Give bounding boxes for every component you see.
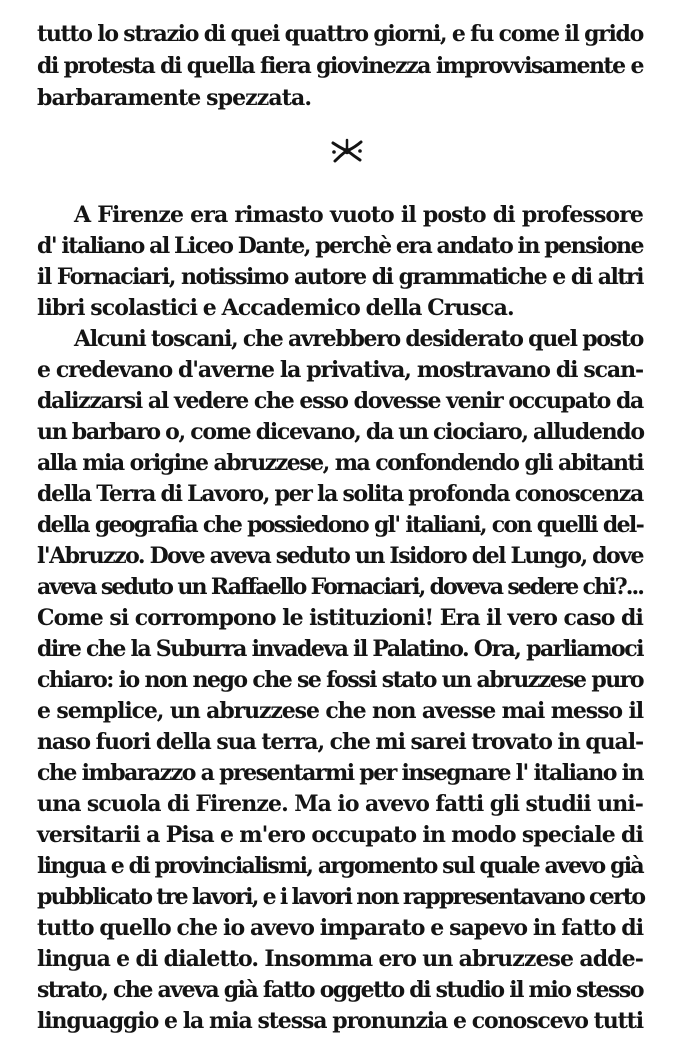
text-line: linguaggio e la mia stessa pronunzia e conoscevo tutti [37, 1008, 643, 1034]
text-line: che imbarazzo a presentarmi per insegnare l' italiano in [37, 760, 643, 786]
text-line: il Fornaciari, notissimo autore di grammatiche e di altri [37, 264, 643, 290]
text-line: l'Abruzzo. Dove aveva seduto un Isidoro del Lungo, dove [37, 543, 643, 569]
text-line: alla mia origine abruzzese, ma confondendo gli abitanti [37, 450, 643, 476]
text-line: una scuola di Firenze. Ma io avevo fatti gli studii uni- [37, 791, 643, 817]
text-line: e credevano d'averne la privativa, mostravano di scan- [37, 357, 643, 383]
text-line: naso fuori della sua terra, che mi sarei trovato in qual- [37, 729, 643, 755]
text-line: un barbaro o, come dicevano, da un ciociaro, alludendo [37, 419, 644, 445]
text-line: pubblicato tre lavori, e i lavori non rappresentavano certo [37, 884, 645, 910]
text-line: strato, che aveva già fatto oggetto di studio il mio stesso [37, 977, 643, 1003]
text-line: d' italiano al Liceo Dante, perchè era andato in pensione [37, 233, 643, 259]
asterism-ornament-icon [330, 138, 364, 164]
text-line: di protesta di quella fiera giovinezza improvvisamente e [37, 53, 643, 79]
text-line: aveva seduto un Raffaello Fornaciari, doveva sedere chi?... [37, 574, 643, 600]
text-line: barbaramente spezzata. [37, 85, 312, 111]
text-line: dire che la Suburra invadeva il Palatino. Ora, parliamoci [37, 636, 643, 662]
text-line: della geografia che possiedono gl' italiani, con quelli del- [37, 512, 643, 538]
text-line: lingua e di dialetto. Insomma ero un abruzzese adde- [37, 946, 643, 972]
text-line: A Firenze era rimasto vuoto il posto di professore [74, 202, 643, 228]
text-line: dalizzarsi al vedere che esso dovesse venir occupato da [37, 388, 643, 414]
text-line: e semplice, un abruzzese che non avesse mai messo il [37, 698, 643, 724]
text-line: tutto quello che io avevo imparato e sapevo in fatto di [37, 915, 644, 941]
text-line: della Terra di Lavoro, per la solita profonda conoscenza [37, 481, 643, 507]
text-line: libri scolastici e Accademico della Crusca. [37, 295, 514, 321]
text-line: tutto lo strazio di quei quattro giorni, e fu come il grido [37, 21, 643, 47]
text-line: versitarii a Pisa e m'ero occupato in modo speciale di [37, 822, 643, 848]
text-line: Come si corrompono le istituzioni! Era il vero caso di [37, 605, 643, 631]
text-line: Alcuni toscani, che avrebbero desiderato quel posto [74, 326, 643, 352]
text-line: lingua e di provincialismi, argomento sul quale avevo già [37, 853, 643, 879]
text-line: chiaro: io non nego che se fossi stato un abruzzese puro [37, 667, 643, 693]
